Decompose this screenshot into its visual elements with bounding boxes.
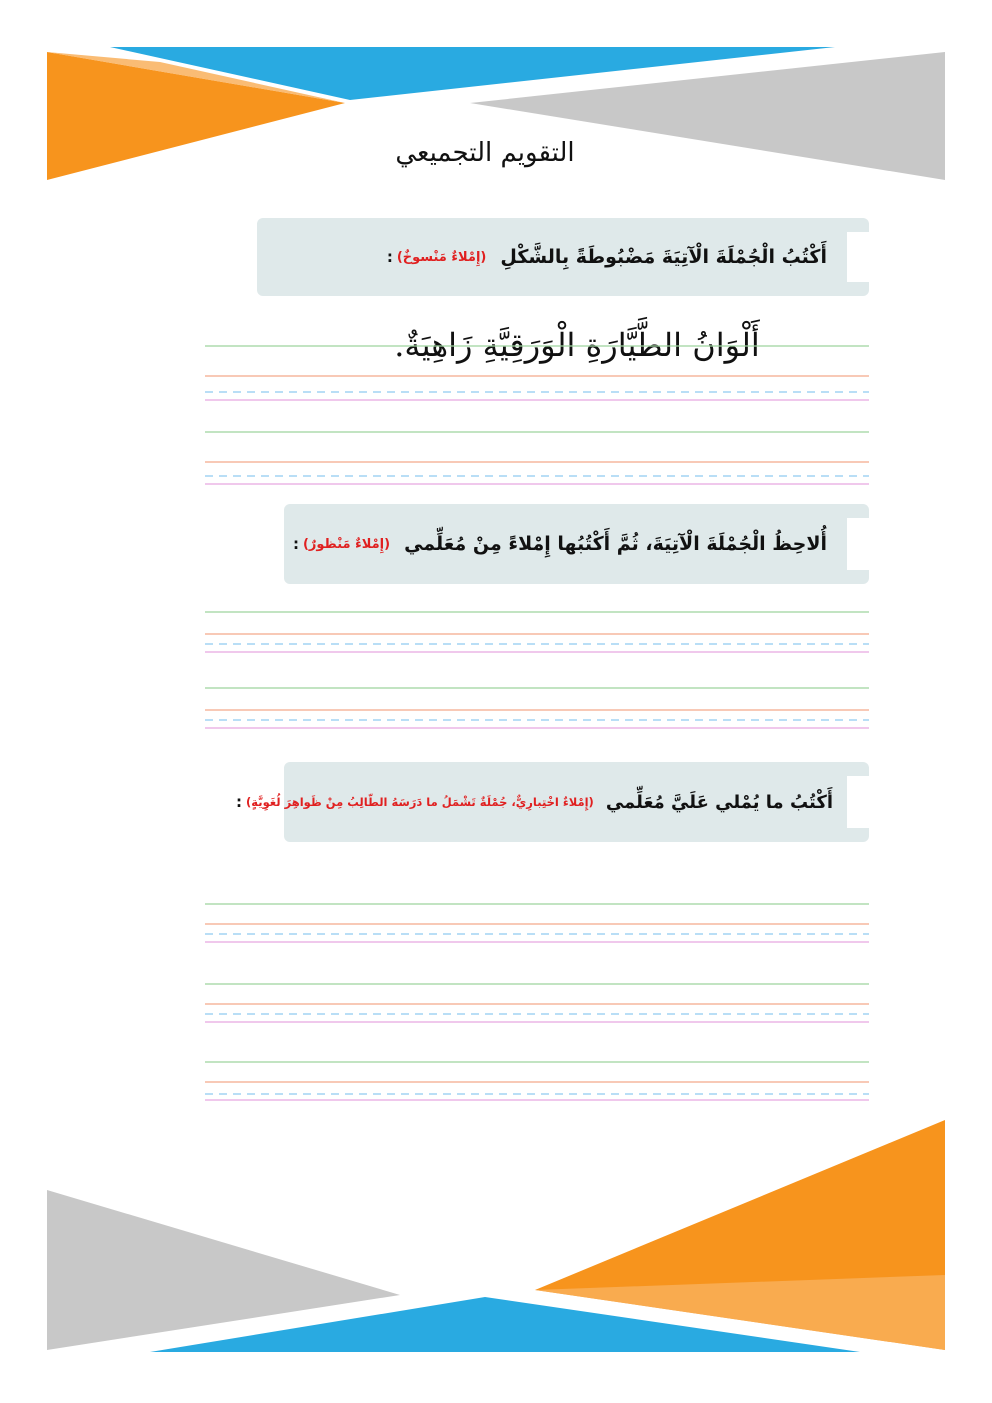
instruction-text: أَكْتُبُ ما يُمْلي عَلَيَّ مُعَلِّمي [605, 791, 833, 813]
instruction-banner-1 [257, 218, 869, 296]
instruction-banner-3 [236, 762, 869, 842]
instruction-note: (إِمْلاءٌ اخْتِبارِيٌّ، جُمْلَةٌ تَشْمَلُ ما دَرَسَهُ الطّالِبُ مِنْ ظَواهِرَ لُغَوِيَّةٍ) [246, 795, 594, 809]
page-title: التقويم التجميعي [395, 138, 575, 168]
writing-lines[interactable] [205, 980, 869, 1030]
instruction-text: أَكْتُبُ الْجُمْلَةَ الْآتِيَةَ مَضْبُوطَةً بِالشَّكْلِ [500, 246, 827, 268]
instruction-colon: : [292, 535, 299, 553]
writing-lines[interactable] [205, 342, 869, 392]
writing-lines[interactable] [205, 900, 869, 950]
writing-lines[interactable] [205, 428, 869, 478]
writing-lines[interactable] [205, 608, 869, 658]
instruction-banner-2 [284, 504, 869, 584]
instruction-colon: : [386, 248, 393, 266]
writing-lines[interactable] [205, 684, 869, 734]
instruction-note: (إِمْلاءٌ مَنْظورٌ) [302, 536, 391, 552]
instruction-text: أُلاحِظُ الْجُمْلَةَ الْآتِيَةَ، ثُمَّ أَكْتُبُها إِمْلاءً مِنْ مُعَلِّمي [404, 533, 827, 555]
writing-lines[interactable] [205, 1058, 869, 1108]
instruction-colon: : [236, 793, 243, 811]
instruction-note: (إِمْلاءٌ مَنْسوخٌ) [396, 249, 487, 265]
model-sentence: أَلْوَانُ الطَّيَّارَةِ الْوَرَقِيَّةِ زَاهِيَةٌ. [394, 326, 760, 364]
